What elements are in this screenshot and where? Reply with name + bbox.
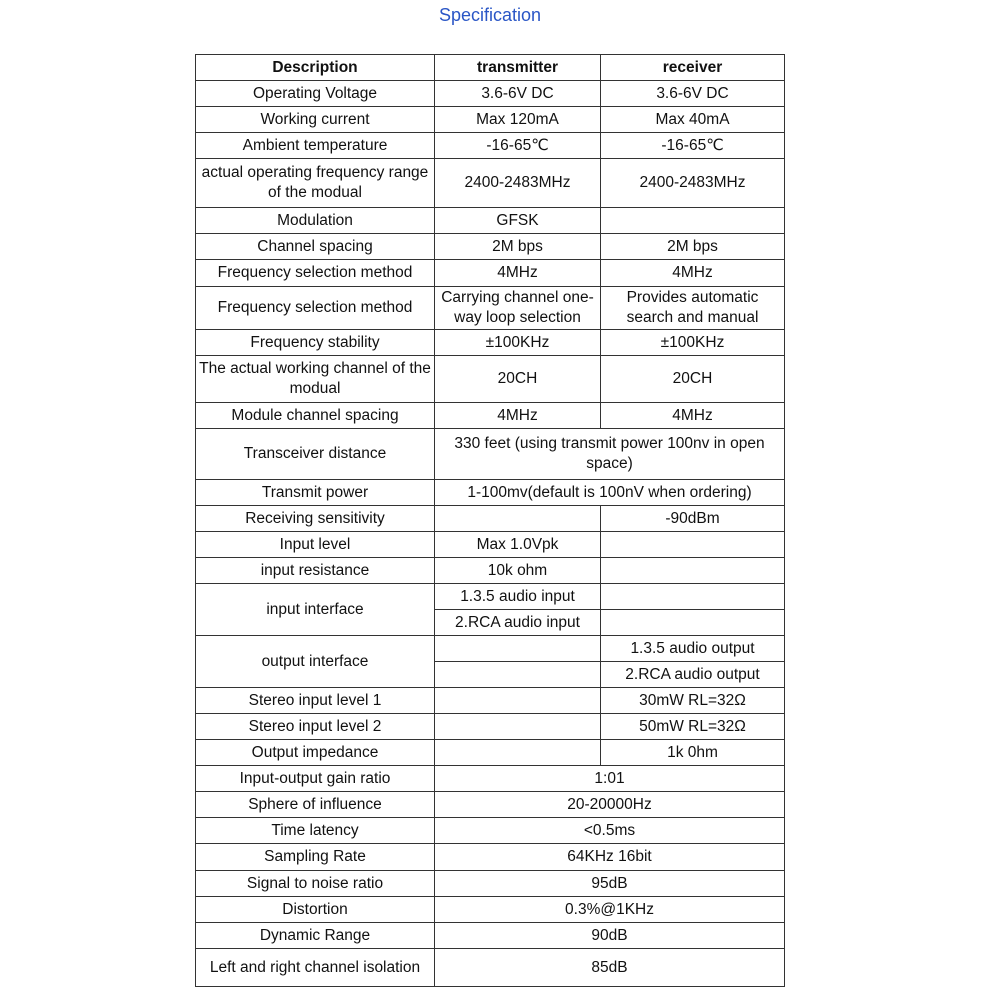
row-label: Input-output gain ratio — [196, 766, 435, 792]
page-title: Specification — [438, 5, 542, 25]
row-label: Dynamic Range — [196, 923, 435, 949]
row-label: input resistance — [196, 558, 435, 584]
receiver-value: 4MHz — [601, 260, 785, 287]
row-label: Working current — [196, 107, 435, 133]
transmitter-value: ±100KHz — [435, 330, 601, 356]
header-transmitter: transmitter — [435, 55, 601, 81]
shared-value: 64KHz 16bit — [435, 844, 785, 871]
receiver-value: 2M bps — [601, 234, 785, 260]
table-row — [196, 871, 785, 897]
table-row — [196, 429, 785, 480]
shared-value: 1-100mv(default is 100nV when ordering) — [435, 480, 785, 506]
receiver-value: 20CH — [601, 356, 785, 403]
transmitter-value: Max 120mA — [435, 107, 601, 133]
table-row — [196, 740, 785, 766]
receiver-value — [601, 584, 785, 610]
row-label: Sphere of influence — [196, 792, 435, 818]
receiver-value: -90dBm — [601, 506, 785, 532]
row-label: Transceiver distance — [196, 429, 435, 480]
table-row — [196, 260, 785, 287]
transmitter-value: 2.RCA audio input — [435, 610, 601, 636]
receiver-value — [601, 610, 785, 636]
row-label: Stereo input level 2 — [196, 714, 435, 740]
table-row — [196, 688, 785, 714]
transmitter-value — [435, 714, 601, 740]
transmitter-value: 1.3.5 audio input — [435, 584, 601, 610]
receiver-value: 50mW RL=32Ω — [601, 714, 785, 740]
table-row — [196, 208, 785, 234]
transmitter-value — [435, 636, 601, 662]
table-row — [196, 159, 785, 208]
transmitter-value: 10k ohm — [435, 558, 601, 584]
shared-value: 20-20000Hz — [435, 792, 785, 818]
receiver-value: 3.6-6V DC — [601, 81, 785, 107]
table-row — [196, 81, 785, 107]
transmitter-value — [435, 688, 601, 714]
table-row — [196, 532, 785, 558]
receiver-value: -16-65℃ — [601, 133, 785, 159]
row-label: Receiving sensitivity — [196, 506, 435, 532]
row-label: Frequency selection method — [196, 260, 435, 287]
receiver-value — [601, 558, 785, 584]
transmitter-value: Max 1.0Vpk — [435, 532, 601, 558]
row-label: actual operating frequency range of the modual — [196, 159, 435, 208]
transmitter-value: GFSK — [435, 208, 601, 234]
shared-value: 0.3%@1KHz — [435, 897, 785, 923]
table-row — [196, 330, 785, 356]
table-row — [196, 923, 785, 949]
row-label: Distortion — [196, 897, 435, 923]
row-label: Signal to noise ratio — [196, 871, 435, 897]
receiver-value: 1k 0hm — [601, 740, 785, 766]
table-row — [196, 107, 785, 133]
transmitter-value: Carrying channel one-way loop selection — [435, 287, 601, 330]
table-row — [196, 403, 785, 429]
shared-value: 1:01 — [435, 766, 785, 792]
transmitter-value — [435, 662, 601, 688]
receiver-value: 30mW RL=32Ω — [601, 688, 785, 714]
shared-value: 85dB — [435, 949, 785, 987]
row-label: Modulation — [196, 208, 435, 234]
receiver-value — [601, 532, 785, 558]
table-row — [196, 234, 785, 260]
row-label: Left and right channel isolation — [196, 949, 435, 987]
transmitter-value: 4MHz — [435, 403, 601, 429]
row-label: Sampling Rate — [196, 844, 435, 871]
transmitter-value: -16-65℃ — [435, 133, 601, 159]
table-row — [196, 356, 785, 403]
receiver-value: 2.RCA audio output — [601, 662, 785, 688]
shared-value: 330 feet (using transmit power 100nv in open space) — [435, 429, 785, 480]
specification-table — [195, 54, 785, 987]
table-row — [196, 792, 785, 818]
row-label: Output impedance — [196, 740, 435, 766]
table-row — [196, 636, 785, 662]
table-row — [196, 766, 785, 792]
receiver-value: 2400-2483MHz — [601, 159, 785, 208]
header-receiver: receiver — [601, 55, 785, 81]
table-row — [196, 133, 785, 159]
receiver-value: 4MHz — [601, 403, 785, 429]
row-label: Frequency selection method — [196, 287, 435, 330]
row-label: Time latency — [196, 818, 435, 844]
table-row — [196, 949, 785, 987]
transmitter-value — [435, 740, 601, 766]
row-label: Ambient temperature — [196, 133, 435, 159]
transmitter-value: 2400-2483MHz — [435, 159, 601, 208]
receiver-value — [601, 208, 785, 234]
row-label: output interface — [196, 636, 435, 688]
transmitter-value: 20CH — [435, 356, 601, 403]
shared-value: <0.5ms — [435, 818, 785, 844]
row-label: Stereo input level 1 — [196, 688, 435, 714]
row-label: input interface — [196, 584, 435, 636]
receiver-value: 1.3.5 audio output — [601, 636, 785, 662]
transmitter-value — [435, 506, 601, 532]
shared-value: 90dB — [435, 923, 785, 949]
table-row — [196, 480, 785, 506]
row-label: Transmit power — [196, 480, 435, 506]
row-label: Channel spacing — [196, 234, 435, 260]
transmitter-value: 2M bps — [435, 234, 601, 260]
row-label: Input level — [196, 532, 435, 558]
receiver-value: ±100KHz — [601, 330, 785, 356]
table-row — [196, 844, 785, 871]
row-label: Module channel spacing — [196, 403, 435, 429]
table-row — [196, 584, 785, 610]
row-label: Frequency stability — [196, 330, 435, 356]
table-row — [196, 287, 785, 330]
row-label: The actual working channel of the modual — [196, 356, 435, 403]
table-row — [196, 818, 785, 844]
table-row — [196, 558, 785, 584]
receiver-value: Provides automatic search and manual — [601, 287, 785, 330]
transmitter-value: 4MHz — [435, 260, 601, 287]
transmitter-value: 3.6-6V DC — [435, 81, 601, 107]
shared-value: 95dB — [435, 871, 785, 897]
header-description: Description — [196, 55, 435, 81]
receiver-value: Max 40mA — [601, 107, 785, 133]
table-row — [196, 506, 785, 532]
row-label: Operating Voltage — [196, 81, 435, 107]
table-row — [196, 897, 785, 923]
table-row — [196, 714, 785, 740]
table-header-row — [196, 55, 785, 81]
